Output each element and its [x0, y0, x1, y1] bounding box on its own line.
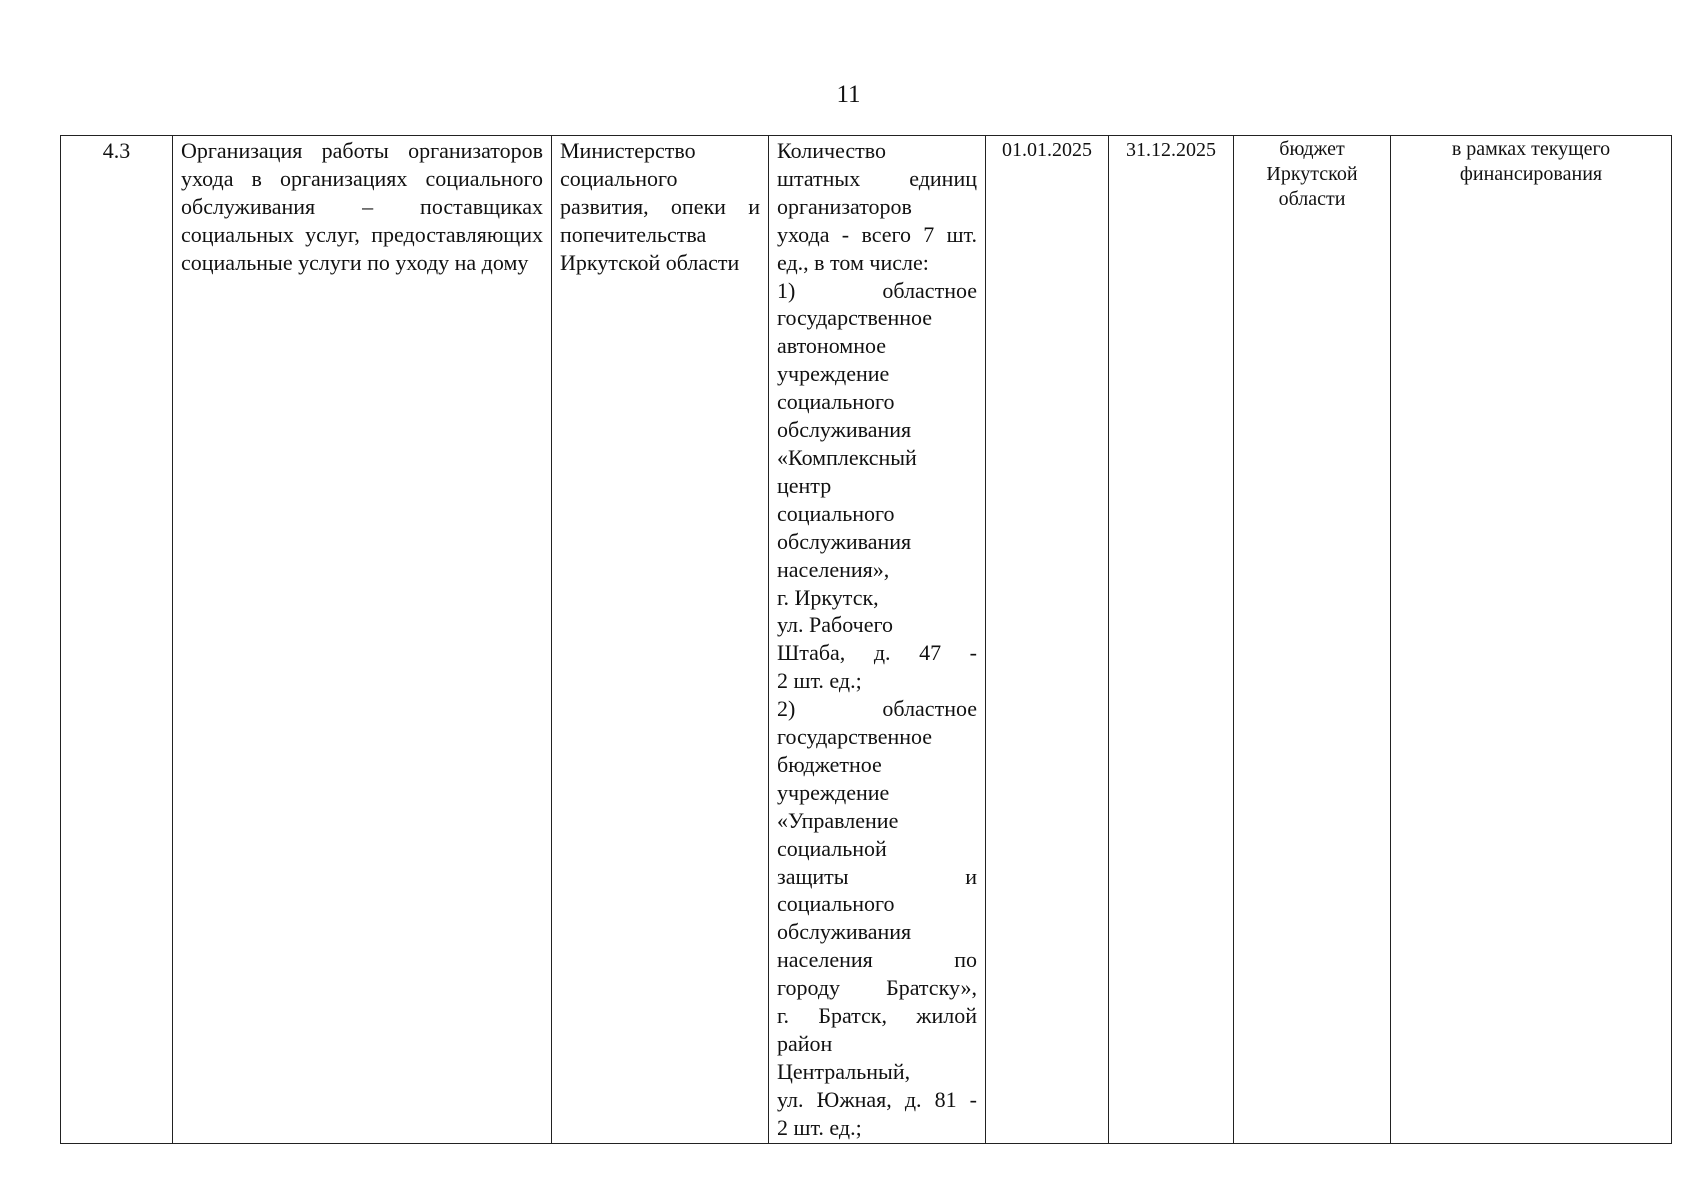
- indicator-line: городу Братску»,: [777, 975, 977, 1001]
- indicator-line: социальной: [777, 835, 887, 861]
- indicator-line: социального: [777, 891, 895, 917]
- indicator-line: учреждение: [777, 361, 890, 387]
- indicator-line: защиты и: [777, 863, 977, 889]
- funding-source-cell: бюджет Иркутской области: [1234, 136, 1391, 1144]
- indicator-text: [777, 137, 977, 1142]
- indicator-line: ул. Южная, д. 81 -: [777, 1086, 977, 1112]
- indicator-line: г. Братск, жилой: [777, 1003, 977, 1029]
- indicator-line: населения по: [777, 947, 977, 973]
- indicator-line: район: [777, 1031, 833, 1056]
- indicator-line: 2) областное: [777, 696, 977, 722]
- indicator-line: государственное: [777, 724, 933, 750]
- indicator-line: бюджетное: [777, 751, 882, 777]
- table-row: [61, 136, 1672, 1144]
- indicator-line: учреждение: [777, 779, 890, 805]
- indicator-line: социального: [777, 500, 895, 526]
- page-number: 11: [836, 81, 861, 108]
- end-date-cell: 31.12.2025: [1109, 136, 1234, 1144]
- measure-description-cell: Организация работы организаторов ухода в организациях социального обслуживания – поставщиках социальных услуг, предоставляющих социальные услуги по уходу на дому: [173, 136, 552, 1144]
- indicator-line: штатных единиц: [777, 165, 977, 191]
- indicator-line: ухода - всего 7 шт.: [777, 221, 977, 247]
- indicator-line: социального: [777, 389, 895, 415]
- indicator-line: 1) областное: [777, 277, 977, 303]
- indicator-line: 2 шт. ед.;: [777, 668, 862, 694]
- indicator-line: г. Иркутск,: [777, 584, 879, 610]
- indicator-line: ед., в том числе:: [777, 249, 929, 275]
- indicator-line: «Комплексный: [777, 444, 917, 470]
- indicator-cell: [769, 136, 986, 1144]
- responsible-executor-cell: Министерство социального развития, опеки и попечительства Иркутской области: [552, 136, 769, 1144]
- indicator-line: обслуживания: [777, 919, 912, 945]
- financing-cell: в рамках текущего финансирования: [1391, 136, 1672, 1144]
- indicator-line: организаторов: [777, 193, 912, 219]
- measures-table: [60, 135, 1672, 1144]
- indicator-line: центр: [777, 472, 832, 498]
- indicator-line: Центральный,: [777, 1058, 911, 1084]
- indicator-line: обслуживания: [777, 528, 912, 554]
- indicator-line: населения»,: [777, 556, 890, 582]
- indicator-line: Штаба, д. 47 -: [777, 640, 977, 666]
- indicator-line: Количество: [777, 138, 887, 163]
- indicator-line: ул. Рабочего: [777, 612, 893, 638]
- indicator-line: 2 шт. ед.;: [777, 1114, 862, 1140]
- indicator-line: государственное: [777, 305, 933, 331]
- start-date-cell: 01.01.2025: [986, 136, 1109, 1144]
- indicator-line: «Управление: [777, 807, 899, 833]
- row-number-cell: 4.3: [61, 136, 173, 1144]
- indicator-line: автономное: [777, 333, 887, 359]
- indicator-line: обслуживания: [777, 417, 912, 443]
